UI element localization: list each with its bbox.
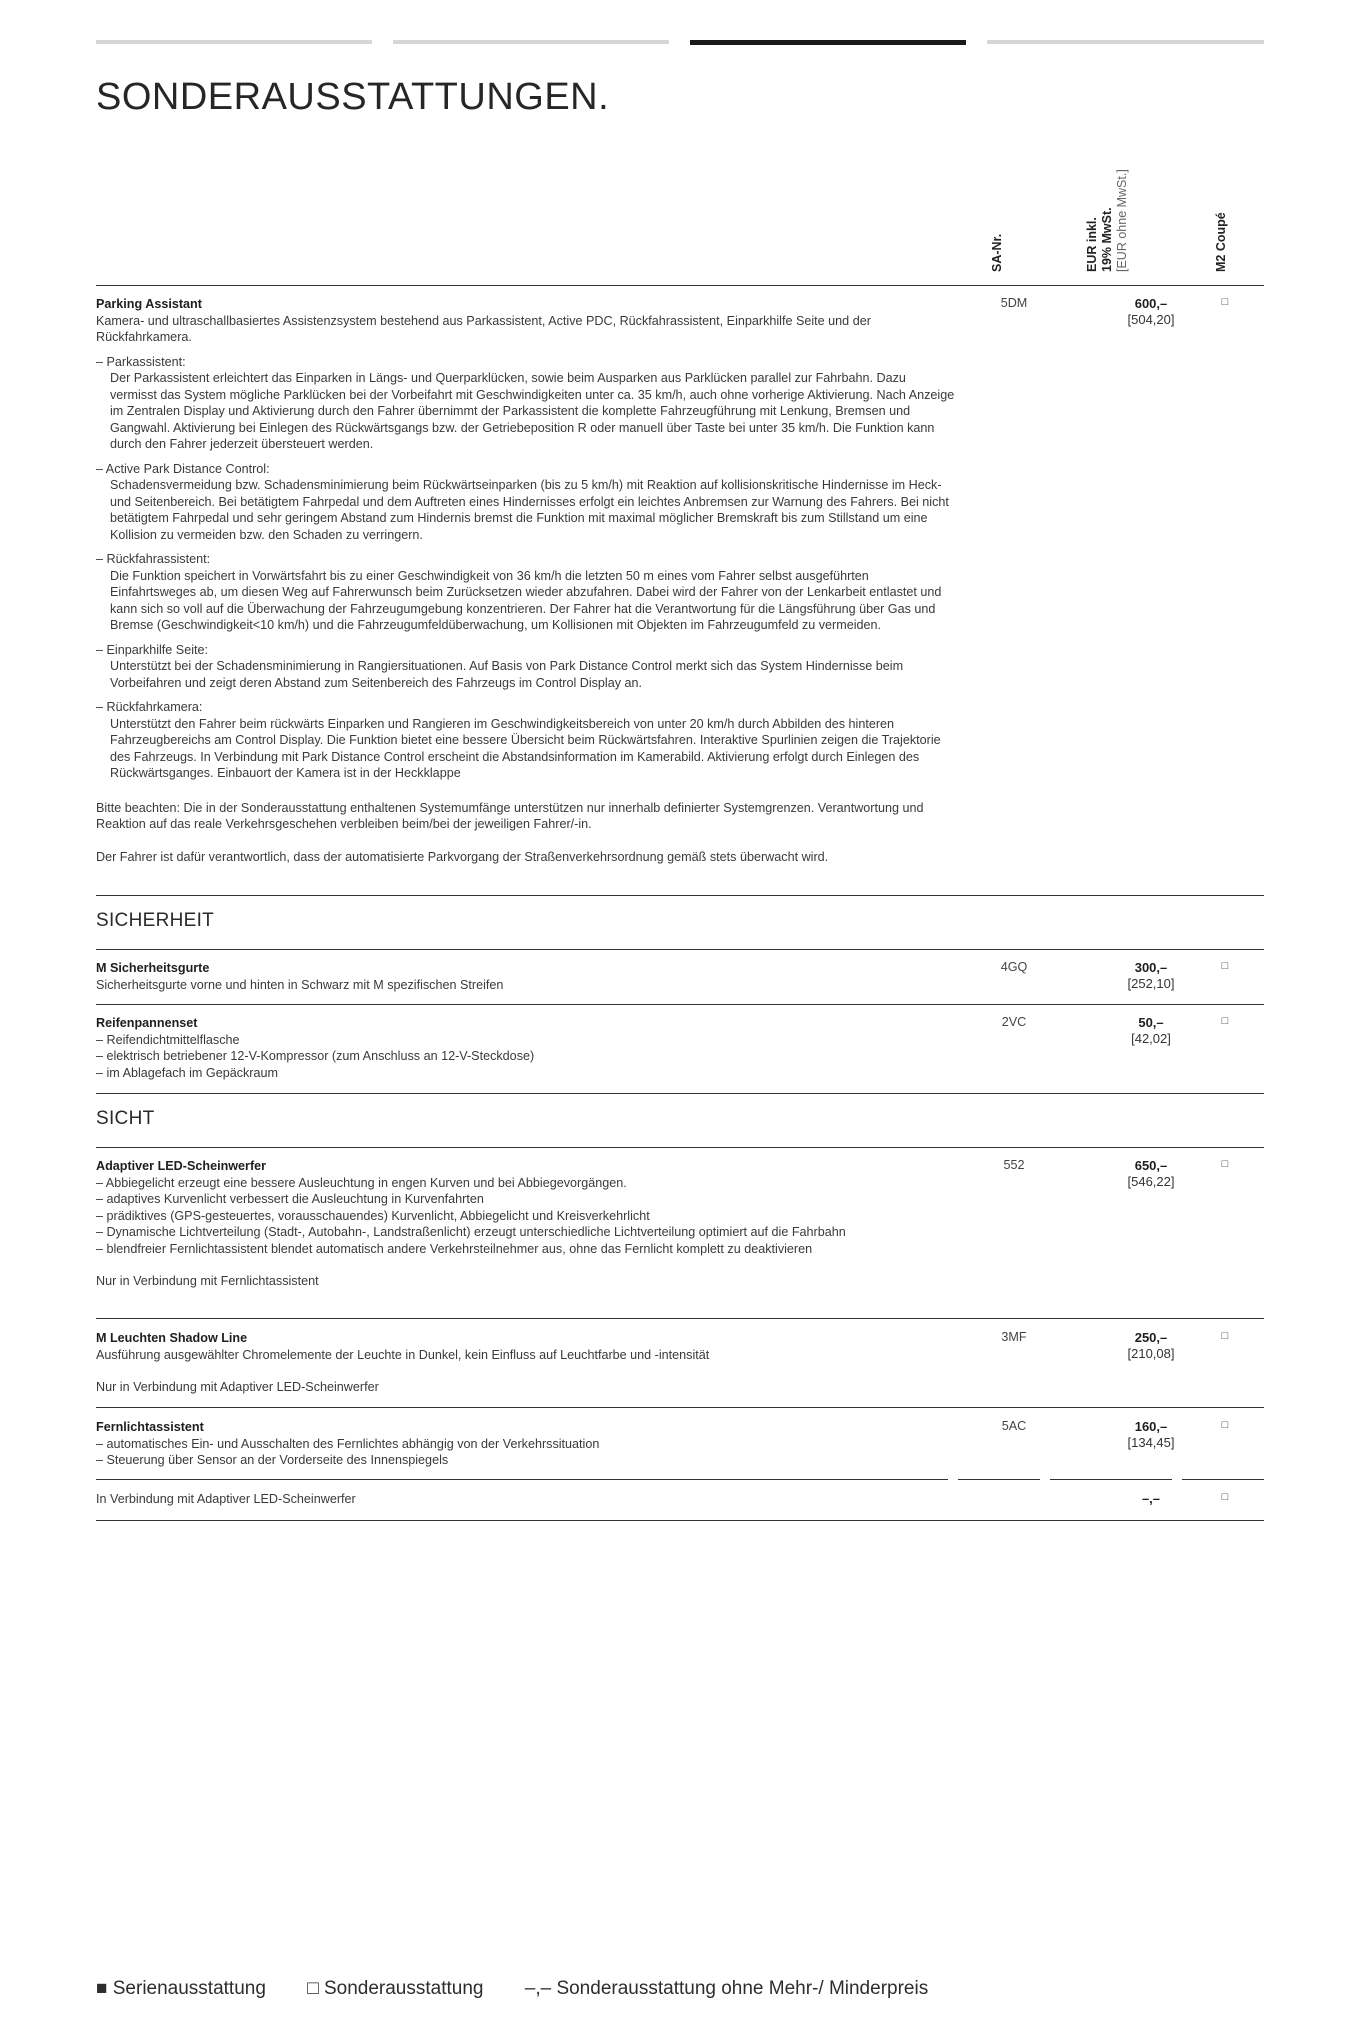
section-rule [96, 949, 1264, 950]
optional-equipment-marker: □ [1221, 1015, 1229, 1027]
price: 50,– [42,02] [1131, 1015, 1171, 1046]
legend-optional: □ Sonderausstattung [307, 1978, 484, 1999]
section-rule [96, 1147, 1264, 1148]
option-feature-text: Unterstützt den Fahrer beim rückwärts Einparken und Rangieren im Geschwindigkeitsbereich von unter 20 km/h durch Abbilden des hinteren Fahrzeugbereichs am Control Display. Die Funktion bietet eine bessere Übersicht beim Rückwärtsfahren. Interaktive Spurlinien zeigen die Trajektorie des Fahrzeugs. In Verbindung mit Park Distance Control erscheint die Abstandsinformation im Kamerabild. Aktivierung erfolgt durch Einlegen des Rückwärtsganges. Einbauort der Kamera ist in der Heckklappe [110, 716, 941, 780]
option-feature: – im Ablagefach im Gepäckraum [96, 1065, 278, 1080]
option-intro: Kamera- und ultraschallbasiertes Assistenzsystem bestehend aus Parkassistent, Active PDC, Rückfahrassistent, Einparkhilfe Seite und der Rückfahrkamera. [96, 313, 871, 344]
price: 250,– [210,08] [1127, 1330, 1175, 1361]
option-description [96, 1158, 956, 1290]
option-feature: – adaptives Kurvenlicht verbessert die Ausleuchtung in Kurvenfahrten [96, 1192, 484, 1206]
row-rule [96, 1004, 1264, 1005]
section-rule [96, 1093, 1264, 1094]
option-feature-head: – Rückfahrkamera: [96, 700, 203, 714]
row-rule-segment [1050, 1479, 1172, 1480]
optional-equipment-marker: □ [1221, 960, 1229, 972]
option-note: Nur in Verbindung mit Fernlichtassistent [96, 1274, 319, 1288]
option-title: Reifenpannenset [96, 1016, 198, 1030]
option-description [96, 1330, 956, 1396]
legend-no-charge: –,– Sonderausstattung ohne Mehr-/ Minderpreis [524, 1978, 929, 1999]
page-progress-tabs [96, 40, 1264, 46]
optional-equipment-marker: □ [1221, 1491, 1229, 1503]
section-rule [96, 895, 1264, 896]
table-bottom-rule [96, 1520, 1264, 1521]
sa-number: 5AC [1001, 1419, 1027, 1433]
page-title: SONDERAUSSTATTUNGEN. [96, 76, 610, 118]
row-rule-segment [1182, 1479, 1264, 1480]
progress-tab-2 [393, 40, 669, 44]
row-rule-segment [96, 1479, 948, 1480]
section-title-safety: SICHERHEIT [96, 910, 215, 931]
price: –,– [1141, 1491, 1161, 1506]
optional-equipment-marker: □ [1221, 1330, 1229, 1342]
option-title: Parking Assistant [96, 297, 202, 311]
option-title: M Sicherheitsgurte [96, 961, 210, 975]
option-feature-text: Unterstützt bei der Schadensminimierung in Rangiersituationen. Auf Basis von Park Distance Control merkt sich das System Hindernisse beim Vorbeifahren und zeigt deren Abstand zum Seitenbereich des Fahrzeugs im Control Display an. [110, 659, 904, 690]
option-text: Ausführung ausgewählter Chromelemente der Leuchte in Dunkel, kein Einfluss auf Leuchtfarbe und -intensität [96, 1347, 710, 1362]
option-description [96, 960, 956, 993]
progress-tab-3-active [690, 40, 966, 45]
option-note: Bitte beachten: Die in der Sonderausstattung enthaltenen Systemumfänge unterstützen nur innerhalb definierter Systemgrenzen. Verantwortung und Reaktion auf das reale Verkehrsgeschehen verbleiben beim/bei der jeweiligen Fahrer/-in. [96, 800, 924, 831]
option-feature: – elektrisch betriebener 12-V-Kompressor (zum Anschluss an 12-V-Steckdose) [96, 1049, 535, 1063]
optional-equipment-marker: □ [1221, 1158, 1229, 1170]
option-feature: – Reifendichtmittelflasche [96, 1032, 240, 1047]
column-header-model: M2 Coupé [1214, 212, 1228, 272]
row-rule [96, 1318, 1264, 1319]
section-title-view: SICHT [96, 1108, 155, 1129]
row-rule-segment [958, 1479, 1040, 1480]
option-feature-head: – Active Park Distance Control: [96, 461, 270, 476]
sa-number: 2VC [1001, 1015, 1027, 1029]
option-title: Adaptiver LED-Scheinwerfer [96, 1159, 267, 1173]
option-title: Fernlichtassistent [96, 1420, 204, 1434]
option-feature-head: – Parkassistent: [96, 354, 186, 369]
option-description [96, 296, 956, 865]
header-rule [96, 285, 1264, 286]
option-title: M Leuchten Shadow Line [96, 1331, 248, 1345]
progress-tab-1 [96, 40, 372, 44]
price: 650,– [546,22] [1127, 1158, 1175, 1189]
option-note: Der Fahrer ist dafür verantwortlich, dass der automatisierte Parkvorgang der Straßenverkehrsordnung gemäß stets überwacht wird. [96, 849, 829, 864]
price: 160,– [134,45] [1127, 1419, 1175, 1450]
sa-number: 552 [1003, 1158, 1025, 1172]
option-note: Nur in Verbindung mit Adaptiver LED-Scheinwerfer [96, 1380, 379, 1394]
legend-standard: ■ Serienausstattung [96, 1978, 266, 1999]
sa-number: 5DM [1000, 296, 1028, 310]
price: 600,– [504,20] [1127, 296, 1175, 327]
option-feature-head: – Einparkhilfe Seite: [96, 642, 209, 657]
option-description [96, 1419, 956, 1469]
sa-number: 3MF [1001, 1330, 1027, 1344]
option-feature: – Abbiegelicht erzeugt eine bessere Ausleuchtung in engen Kurven und bei Abbiegevorgängen. [96, 1175, 627, 1190]
option-feature: – prädiktives (GPS-gesteuertes, vorausschauendes) Kurvenlicht, Abbiegelicht und Kreisverkehrlicht [96, 1208, 650, 1223]
legend [96, 1978, 964, 2000]
optional-equipment-marker: □ [1221, 296, 1229, 308]
row-rule [96, 1407, 1264, 1408]
option-combination-text: In Verbindung mit Adaptiver LED-Scheinwerfer [96, 1492, 356, 1506]
option-feature: – automatisches Ein- und Ausschalten des Fernlichtes abhängig von der Verkehrssituation [96, 1436, 600, 1451]
sa-number: 4GQ [1000, 960, 1028, 974]
option-feature-text: Der Parkassistent erleichtert das Einparken in Längs- und Querparklücken, sowie beim Ausparken aus Parklücken parallel zur Fahrbahn. Dazu vermisst das System mögliche Parklücken bei der Vorbeifahrt mit Geschwindigkeiten unter ca. 35 km/h, auch ohne vorherige Aktivierung. Nach Anzeige im Zentralen Display und Aktivierung durch den Fahrer übernimmt der Parkassistent die komplette Fahrzeugführung mit Lenkung, Bremsen und Gangwahl. Aktivierung bei Einlegen des Rückwärtsgangs bzw. der Getriebeposition R oder manuell über Taste bei unter 35 km/h. Die Funktion kann durch den Fahrer jederzeit übersteuert werden. [110, 371, 955, 451]
progress-tab-4 [987, 40, 1264, 44]
option-feature-text: Schadensvermeidung bzw. Schadensminimierung beim Rückwärtseinparken (bis zu 5 km/h) mit Reaktion auf kollisionskritische Hindernisse im Heck- und Seitenbereich. Bei betätigtem Fahrpedal und dem Auftreten eines Hindernisses erfolgt ein leichtes Anbremsen zur Warnung des Fahrers. Bei nicht betätigtem Fahrpedal und sehr geringem Abstand zum Hindernis bremst die Funktion mit maximal möglicher Bremskraft bis zum Stillstand um eine Kollision zu vermeiden bzw. den Schaden zu verringern. [110, 478, 949, 542]
option-feature: – Dynamische Lichtverteilung (Stadt-, Autobahn-, Landstraßenlicht) erzeugt unterschiedliche Lichtverteilung optimiert auf die Fahrbahn [96, 1225, 846, 1239]
column-header-price: EUR inkl. 19% MwSt. [EUR ohne MwSt.] [1085, 169, 1129, 272]
option-feature: – Steuerung über Sensor an der Vorderseite des Innenspiegels [96, 1453, 449, 1467]
option-feature-text: Die Funktion speichert in Vorwärtsfahrt bis zu einer Geschwindigkeit von 36 km/h die letzten 50 m eines vom Fahrer selbst ausgeführten Einfahrtsweges ab, um diesen Weg auf Fahrerwunsch beim Zurücksetzen wieder abzufahren. Dabei wird der Fahrer von der Lenkarbeit entlastet und kann sich so voll auf die Überwachung der Fahrzeugumgebung konzentrieren. Der Fahrer hat die Verantwortung für die Längsführung über Gas und Bremse (Geschwindigkeit<10 km/h) und die Fahrzeugumfeldüberwachung, um Kollisionen mit Objekten im Fahrzeugumfeld zu vermeiden. [110, 568, 942, 632]
option-feature-head: – Rückfahrassistent: [96, 552, 211, 566]
column-header-sa-nr: SA-Nr. [990, 233, 1004, 272]
price: 300,– [252,10] [1127, 960, 1175, 991]
option-description [96, 1015, 956, 1081]
option-text: Sicherheitsgurte vorne und hinten in Schwarz mit M spezifischen Streifen [96, 977, 504, 992]
option-feature: – blendfreier Fernlichtassistent blendet automatisch andere Verkehrsteilnehmer aus, ohne das Fernlicht komplett zu deaktivieren [96, 1241, 813, 1256]
optional-equipment-marker: □ [1221, 1419, 1229, 1431]
